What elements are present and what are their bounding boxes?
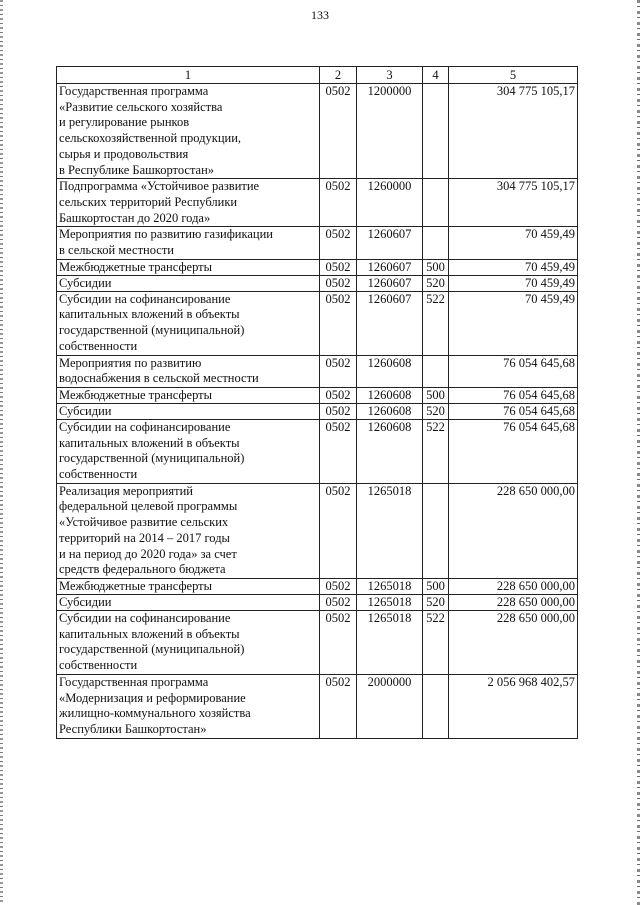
row-amount-cell: 304 775 105,17 — [449, 179, 578, 227]
row-section-cell: 0502 — [320, 403, 357, 419]
row-code-cell: 1260607 — [357, 227, 423, 259]
row-code-cell: 1260608 — [357, 387, 423, 403]
row-name-cell: Субсидии — [57, 403, 320, 419]
row-section-cell: 0502 — [320, 610, 357, 674]
row-name-cell: Субсидии — [57, 594, 320, 610]
row-type-cell — [423, 84, 449, 179]
row-code-cell: 2000000 — [357, 674, 423, 738]
table-row — [57, 259, 578, 275]
row-amount-cell: 228 650 000,00 — [449, 594, 578, 610]
row-type-cell: 520 — [423, 594, 449, 610]
row-type-cell: 522 — [423, 419, 449, 483]
row-name-cell: Субсидии на софинансирование капитальных вложений в объекты государственной (муниципальной) собственности — [57, 419, 320, 483]
table-row — [57, 84, 578, 179]
table-row — [57, 387, 578, 403]
row-type-cell: 520 — [423, 403, 449, 419]
row-section-cell: 0502 — [320, 179, 357, 227]
header-col-5: 5 — [449, 67, 578, 84]
row-name-cell: Государственная программа «Модернизация и реформирование жилищно-коммунального хозяйства Республики Башкортостан» — [57, 674, 320, 738]
row-name-cell: Субсидии — [57, 275, 320, 291]
row-type-cell — [423, 179, 449, 227]
budget-table — [56, 66, 578, 739]
row-code-cell: 1260607 — [357, 291, 423, 355]
page-number: 133 — [311, 8, 329, 22]
row-section-cell: 0502 — [320, 594, 357, 610]
row-amount-cell: 76 054 645,68 — [449, 355, 578, 387]
row-type-cell: 500 — [423, 387, 449, 403]
row-section-cell: 0502 — [320, 483, 357, 578]
row-code-cell: 1200000 — [357, 84, 423, 179]
row-amount-cell: 2 056 968 402,57 — [449, 674, 578, 738]
table-row — [57, 275, 578, 291]
row-type-cell: 520 — [423, 275, 449, 291]
table-row — [57, 355, 578, 387]
row-type-cell: 522 — [423, 291, 449, 355]
row-name-cell: Государственная программа «Развитие сельского хозяйства и регулирование рынков сельскохозяйственной продукции, сырья и продовольствия в Республике Башкортостан» — [57, 84, 320, 179]
row-amount-cell: 70 459,49 — [449, 275, 578, 291]
row-code-cell: 1260607 — [357, 275, 423, 291]
row-name-cell: Межбюджетные трансферты — [57, 578, 320, 594]
table-row — [57, 483, 578, 578]
row-name-cell: Субсидии на софинансирование капитальных вложений в объекты государственной (муниципальной) собственности — [57, 610, 320, 674]
row-type-cell — [423, 227, 449, 259]
table-row — [57, 674, 578, 738]
row-section-cell: 0502 — [320, 578, 357, 594]
header-col-4: 4 — [423, 67, 449, 84]
table-row — [57, 594, 578, 610]
row-code-cell: 1260608 — [357, 355, 423, 387]
row-section-cell: 0502 — [320, 227, 357, 259]
header-col-2: 2 — [320, 67, 357, 84]
row-section-cell: 0502 — [320, 291, 357, 355]
row-section-cell: 0502 — [320, 84, 357, 179]
row-name-cell: Реализация мероприятий федеральной целевой программы «Устойчивое развитие сельских территорий на 2014 – 2017 годы и на период до 2020 года» за счет средств федерального бюджета — [57, 483, 320, 578]
row-code-cell: 1260000 — [357, 179, 423, 227]
row-amount-cell: 70 459,49 — [449, 259, 578, 275]
row-amount-cell: 70 459,49 — [449, 291, 578, 355]
row-section-cell: 0502 — [320, 387, 357, 403]
row-code-cell: 1265018 — [357, 610, 423, 674]
row-amount-cell: 304 775 105,17 — [449, 84, 578, 179]
row-amount-cell: 228 650 000,00 — [449, 610, 578, 674]
row-type-cell — [423, 355, 449, 387]
table-body — [57, 84, 578, 739]
scan-edge-left — [0, 0, 3, 905]
row-name-cell: Межбюджетные трансферты — [57, 387, 320, 403]
header-row — [57, 67, 578, 84]
row-section-cell: 0502 — [320, 275, 357, 291]
row-name-cell: Межбюджетные трансферты — [57, 259, 320, 275]
row-type-cell — [423, 674, 449, 738]
row-section-cell: 0502 — [320, 259, 357, 275]
row-type-cell: 522 — [423, 610, 449, 674]
table-row — [57, 419, 578, 483]
row-code-cell: 1265018 — [357, 483, 423, 578]
row-code-cell: 1265018 — [357, 594, 423, 610]
row-code-cell: 1260607 — [357, 259, 423, 275]
table-row — [57, 227, 578, 259]
row-name-cell: Мероприятия по развитию водоснабжения в сельской местности — [57, 355, 320, 387]
row-amount-cell: 76 054 645,68 — [449, 387, 578, 403]
row-section-cell: 0502 — [320, 419, 357, 483]
row-section-cell: 0502 — [320, 355, 357, 387]
table-row — [57, 610, 578, 674]
row-name-cell: Подпрограмма «Устойчивое развитие сельских территорий Республики Башкортостан до 2020 года» — [57, 179, 320, 227]
row-amount-cell: 76 054 645,68 — [449, 419, 578, 483]
row-type-cell: 500 — [423, 578, 449, 594]
row-name-cell: Субсидии на софинансирование капитальных вложений в объекты государственной (муниципальной) собственности — [57, 291, 320, 355]
header-col-1: 1 — [57, 67, 320, 84]
row-amount-cell: 70 459,49 — [449, 227, 578, 259]
table-row — [57, 179, 578, 227]
row-amount-cell: 228 650 000,00 — [449, 483, 578, 578]
row-type-cell — [423, 483, 449, 578]
row-amount-cell: 228 650 000,00 — [449, 578, 578, 594]
table-row — [57, 291, 578, 355]
table-row — [57, 403, 578, 419]
row-type-cell: 500 — [423, 259, 449, 275]
row-section-cell: 0502 — [320, 674, 357, 738]
row-amount-cell: 76 054 645,68 — [449, 403, 578, 419]
row-name-cell: Мероприятия по развитию газификации в сельской местности — [57, 227, 320, 259]
row-code-cell: 1260608 — [357, 403, 423, 419]
row-code-cell: 1260608 — [357, 419, 423, 483]
row-code-cell: 1265018 — [357, 578, 423, 594]
header-col-3: 3 — [357, 67, 423, 84]
table-row — [57, 578, 578, 594]
